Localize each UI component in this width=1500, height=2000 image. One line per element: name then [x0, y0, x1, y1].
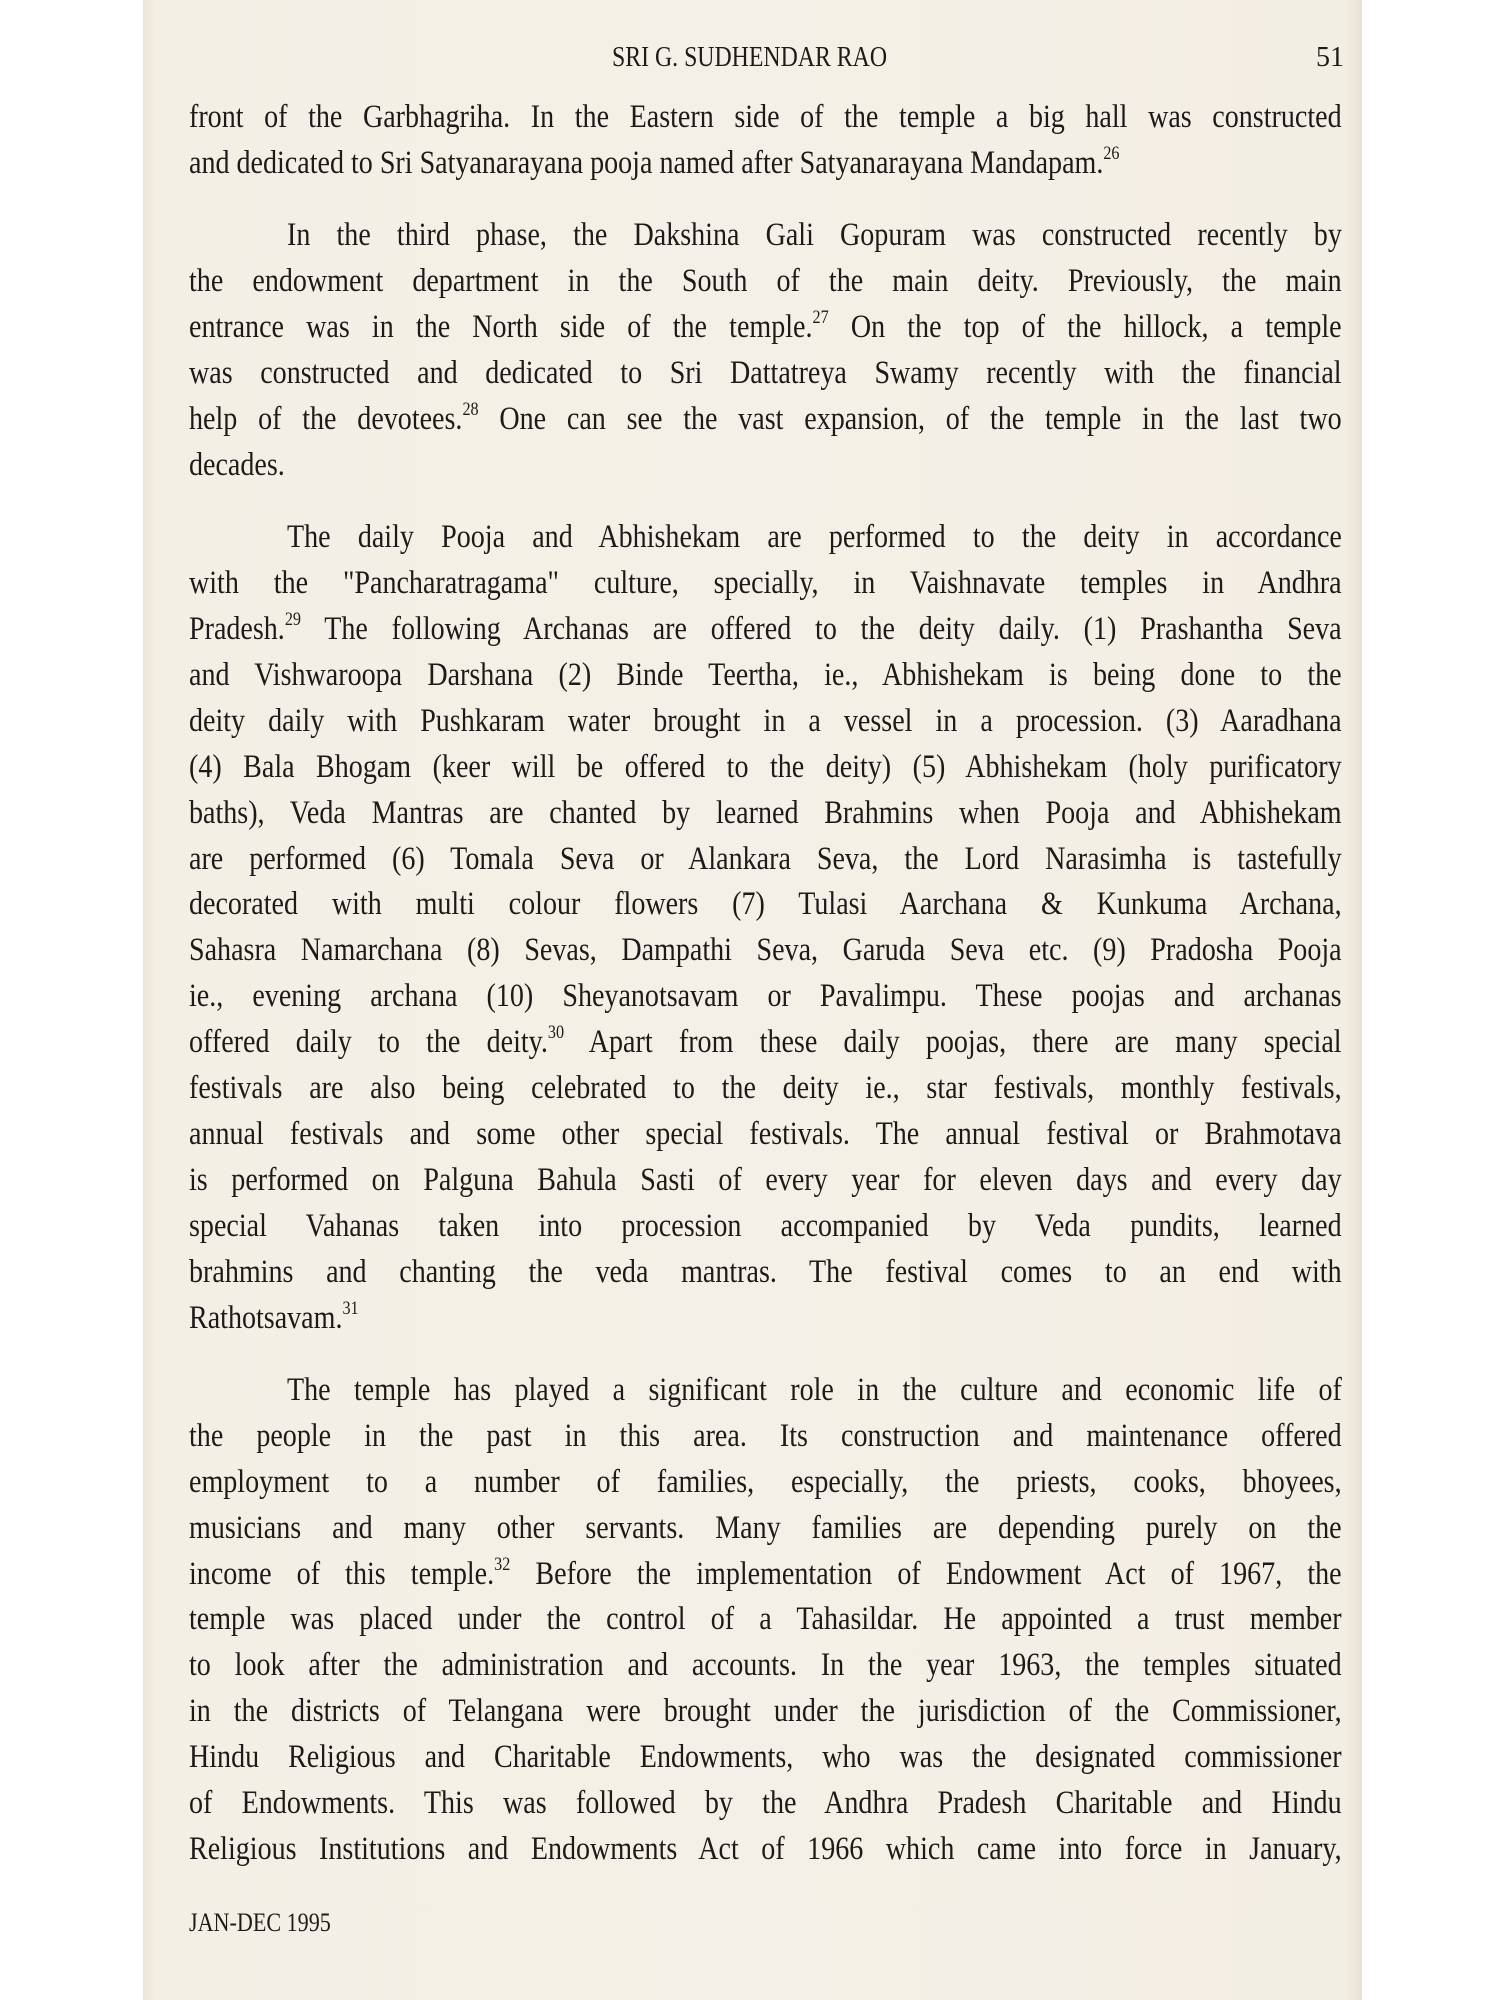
line-text: Sahasra Namarchana (8) Sevas, Dampathi Seva, Garuda Seva etc. (9) Pradosha Pooja — [189, 932, 1342, 969]
text-line — [189, 701, 1342, 741]
text-line — [287, 1370, 1342, 1410]
text-line — [189, 1298, 1342, 1338]
line-text: The daily Pooja and Abhishekam are performed to the deity in accordance — [287, 519, 1342, 556]
text-line — [189, 1206, 1342, 1246]
line-text: is performed on Palguna Bahula Sasti of every year for eleven days and every day — [189, 1161, 1342, 1198]
text-line — [189, 884, 1342, 924]
line-text: temple was placed under the control of a Tahasildar. He appointed a trust member — [189, 1601, 1342, 1638]
text-line — [189, 793, 1342, 833]
line-text-after-footnote: Before the implementation of Endowment Act of 1967, the — [510, 1555, 1342, 1592]
text-line — [189, 609, 1342, 649]
line-text: special Vahanas taken into procession accompanied by Veda pundits, learned — [189, 1207, 1342, 1244]
line-text: decorated with multi colour flowers (7) Tulasi Aarchana & Kunkuma Archana, — [189, 886, 1342, 923]
text-line — [189, 1416, 1342, 1456]
text-line — [189, 1645, 1342, 1685]
text-line — [189, 976, 1342, 1016]
text-line — [189, 1783, 1342, 1823]
footer-issue-date: JAN-DEC 1995 — [189, 1908, 331, 1937]
text-line — [189, 143, 1342, 183]
line-text: Rathotsavam. — [189, 1299, 343, 1336]
line-text: and dedicated to Sri Satyanarayana pooja named after Satyanarayana Mandapam. — [189, 144, 1104, 181]
text-line — [189, 353, 1342, 393]
line-text-after-footnote: The following Archanas are offered to the deity daily. (1) Prashantha Seva — [300, 611, 1342, 647]
text-line — [189, 1599, 1342, 1639]
line-text: the people in the past in this area. Its construction and maintenance offered — [189, 1417, 1342, 1454]
footnote-ref: 28 — [462, 398, 479, 420]
text-line — [189, 97, 1342, 137]
line-text: deity daily with Pushkaram water brought in a vessel in a procession. (3) Aaradhana — [189, 702, 1342, 739]
line-text: In the third phase, the Dakshina Gali Gopuram was constructed recently by — [287, 217, 1342, 254]
line-text: was constructed and dedicated to Sri Dattatreya Swamy recently with the financial — [189, 355, 1342, 391]
text-line — [189, 1737, 1342, 1777]
text-line — [189, 1114, 1342, 1154]
footnote-ref: 27 — [812, 307, 829, 329]
line-text: baths), Veda Mantras are chanted by learned Brahmins when Pooja and Abhishekam — [189, 794, 1342, 831]
line-text: employment to a number of families, especially, the priests, cooks, bhoyees, — [189, 1463, 1342, 1500]
text-line — [189, 747, 1342, 787]
text-line — [189, 839, 1342, 879]
footnote-ref: 30 — [547, 1022, 565, 1044]
line-text: festivals are also being celebrated to the deity ie., star festivals, monthly festivals, — [189, 1070, 1342, 1106]
footnote-ref: 32 — [494, 1553, 511, 1575]
text-line — [189, 1691, 1342, 1731]
line-text: brahmins and chanting the veda mantras. The festival comes to an end with — [189, 1253, 1342, 1290]
text-line — [189, 261, 1342, 301]
line-text: front of the Garbhagriha. In the Eastern side of the temple a big hall was constructed — [189, 99, 1342, 135]
text-line — [189, 1508, 1342, 1548]
line-text: decades. — [189, 446, 285, 483]
line-text: ie., evening archana (10) Sheyanotsavam or Pavalimpu. These poojas and archanas — [189, 978, 1342, 1015]
text-line — [189, 1829, 1342, 1869]
line-text: with the "Pancharatragama" culture, specially, in Vaishnavate temples in Andhra — [189, 565, 1342, 602]
text-line — [189, 1252, 1342, 1292]
line-text: offered daily to the deity. — [189, 1024, 548, 1061]
text-line — [189, 930, 1342, 970]
line-text: of Endowments. This was followed by the Andhra Pradesh Charitable and Hindu — [189, 1785, 1342, 1821]
line-text: Religious Institutions and Endowments Act of 1966 which came into force in January, — [189, 1830, 1342, 1867]
footnote-ref: 29 — [284, 609, 301, 630]
footnote-ref: 31 — [342, 1297, 359, 1319]
line-text: the endowment department in the South of the main deity. Previously, the main — [189, 263, 1342, 300]
line-text: and Vishwaroopa Darshana (2) Binde Teertha, ie., Abhishekam is being done to the — [189, 656, 1342, 693]
text-line — [189, 1462, 1342, 1502]
line-text: The temple has played a significant role in the culture and economic life of — [287, 1371, 1342, 1408]
line-text: Pradesh. — [189, 611, 285, 647]
text-line — [189, 1160, 1342, 1200]
text-line — [287, 517, 1342, 557]
text-line — [189, 655, 1342, 695]
text-line — [189, 1068, 1342, 1108]
text-line — [189, 445, 1342, 485]
line-text: entrance was in the North side of the temple. — [189, 309, 813, 346]
footnote-ref: 26 — [1103, 142, 1120, 164]
running-head: SRI G. SUDHENDAR RAO — [612, 42, 888, 73]
line-text: (4) Bala Bhogam (keer will be offered to the deity) (5) Abhishekam (holy purificatory — [189, 748, 1342, 785]
line-text: income of this temple. — [189, 1555, 495, 1592]
line-text-after-footnote: Apart from these daily poojas, there are many special — [564, 1024, 1342, 1061]
line-text: to look after the administration and accounts. In the year 1963, the temples situated — [189, 1647, 1342, 1684]
text-line — [189, 399, 1342, 439]
page-number: 51 — [1316, 42, 1344, 73]
text-line — [189, 1022, 1342, 1062]
line-text-after-footnote: On the top of the hillock, a temple — [828, 309, 1342, 346]
text-line — [189, 307, 1342, 347]
line-text: in the districts of Telangana were brought under the jurisdiction of the Commissioner, — [189, 1693, 1342, 1730]
line-text-after-footnote: One can see the vast expansion, of the temple in the last two — [478, 400, 1342, 437]
line-text: are performed (6) Tomala Seva or Alankara Seva, the Lord Narasimha is tastefully — [189, 840, 1342, 877]
text-line — [189, 1554, 1342, 1594]
line-text: musicians and many other servants. Many families are depending purely on the — [189, 1509, 1342, 1546]
text-line — [189, 563, 1342, 603]
text-line — [287, 215, 1342, 255]
line-text: annual festivals and some other special festivals. The annual festival or Brahmotava — [189, 1115, 1342, 1152]
line-text: Hindu Religious and Charitable Endowments, who was the designated commissioner — [189, 1739, 1342, 1776]
line-text: help of the devotees. — [189, 400, 463, 437]
